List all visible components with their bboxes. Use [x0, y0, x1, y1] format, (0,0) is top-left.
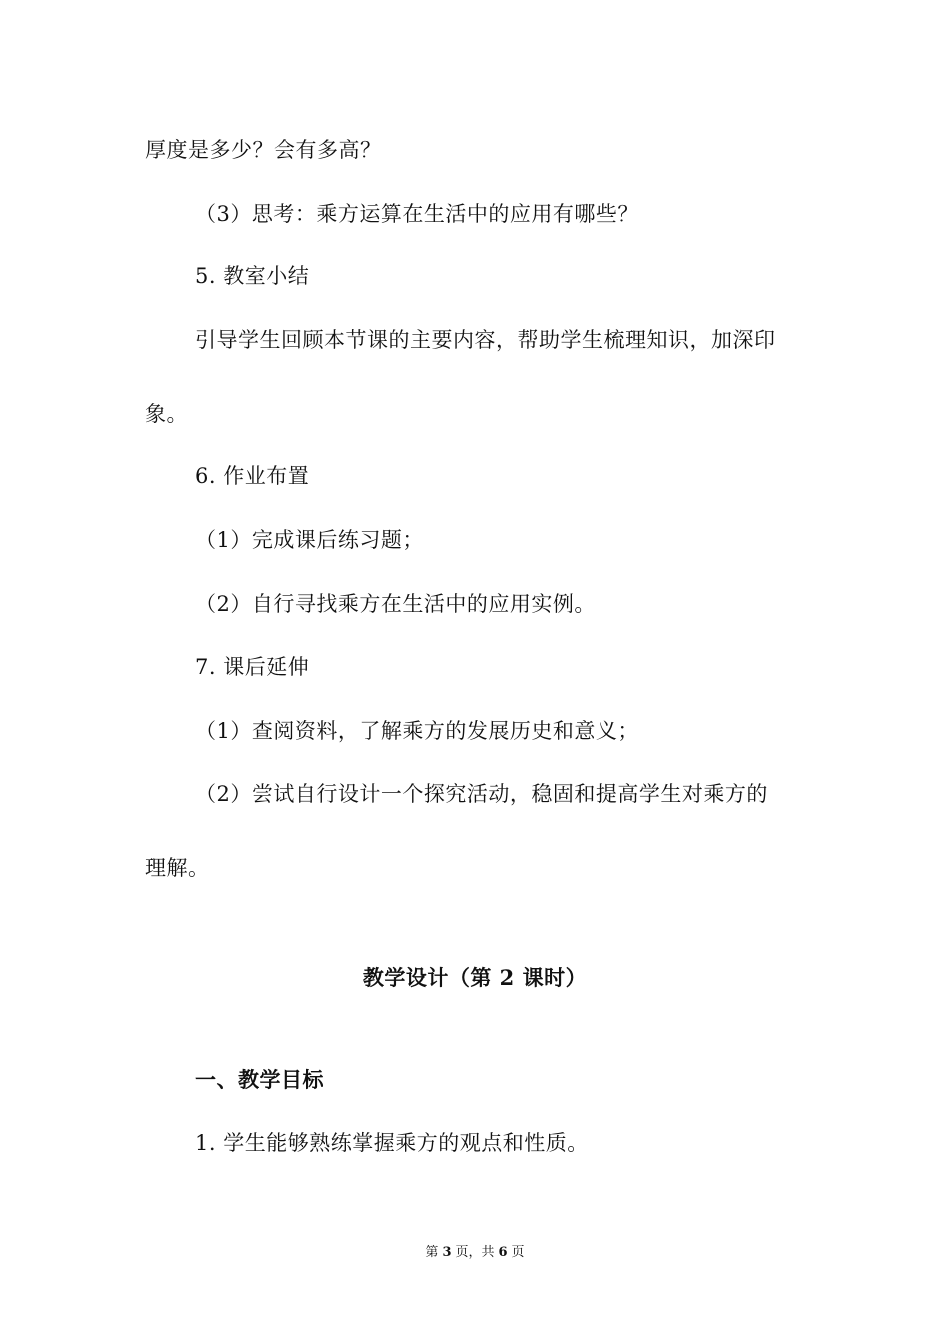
- list-heading: 7. 课后延伸: [195, 655, 310, 679]
- list-item: （2）自行寻找乘方在生活中的应用实例。: [195, 592, 596, 616]
- footer-prefix: 第: [425, 1245, 439, 1260]
- footer-middle: 页，共: [455, 1245, 495, 1260]
- list-item: （1）查阅资料，了解乘方的发展历史和意义；: [195, 719, 639, 743]
- page-footer: [0, 1244, 950, 1262]
- section-title: 教学设计（第 2 课时）: [362, 965, 588, 990]
- paragraph-line: 厚度是多少？会有多高？: [145, 138, 382, 162]
- list-heading: 5. 教室小结: [195, 264, 310, 288]
- paragraph-line: （3）思考：乘方运算在生活中的应用有哪些？: [195, 202, 639, 226]
- footer-suffix: 页: [511, 1245, 525, 1260]
- objective-item: 1. 学生能够熟练掌握乘方的观点和性质。: [195, 1131, 589, 1155]
- paragraph-line: 象。: [145, 402, 188, 426]
- footer-page-number: 3: [442, 1245, 452, 1260]
- list-heading: 6. 作业布置: [195, 464, 310, 488]
- paragraph-line: 引导学生回顾本节课的主要内容，帮助学生梳理知识，加深印: [195, 328, 776, 352]
- list-item: （1）完成课后练习题；: [195, 528, 424, 552]
- paragraph-line: 理解。: [145, 856, 210, 880]
- list-item: （2）尝试自行设计一个探究活动，稳固和提高学生对乘方的: [195, 782, 768, 806]
- footer-total-pages: 6: [498, 1245, 508, 1260]
- section-heading: 一、教学目标: [195, 1067, 324, 1092]
